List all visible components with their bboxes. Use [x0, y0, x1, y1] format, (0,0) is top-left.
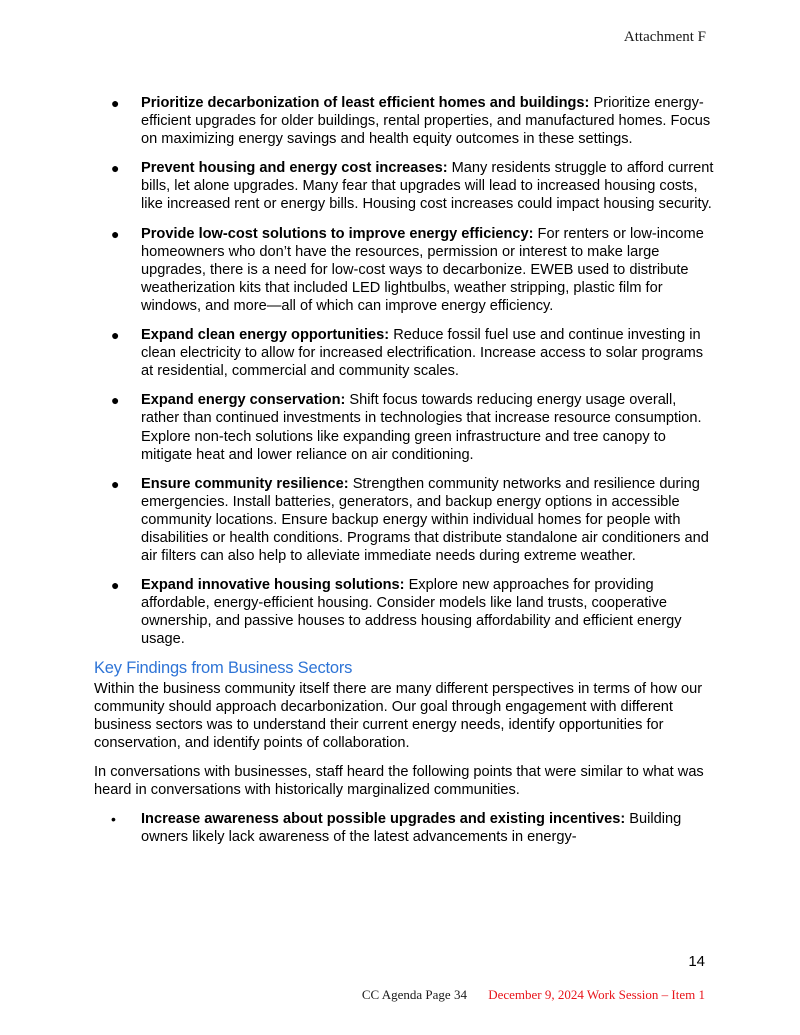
page-number: 14	[688, 953, 705, 970]
item-title: Prioritize decarbonization of least efficient homes and buildings:	[141, 95, 590, 111]
item-title: Prevent housing and energy cost increases:	[141, 160, 448, 177]
list-item	[94, 159, 714, 213]
item-text: For renters or low-income homeowners who don’t have the resources, permission or interest to make large upgrades, there is a need for low-cost ways to decarbonize. EWEB used to distribute weatherization kits that included LED lightbulbs, weather stripping, plastic film for windows, and more—all of which can improve energy efficiency.	[141, 225, 704, 314]
section-heading: Key Findings from Business Sectors	[94, 658, 353, 677]
bullet-icon: ●	[111, 327, 120, 344]
list-item	[94, 326, 714, 380]
bullet-icon: ●	[111, 392, 120, 409]
list-item	[94, 576, 714, 648]
list-item	[94, 391, 714, 463]
list-item	[94, 810, 714, 846]
list-item	[94, 475, 714, 565]
work-session-label: December 9, 2024 Work Session – Item 1	[488, 987, 705, 1002]
agenda-page-label: CC Agenda Page 34	[361, 987, 467, 1002]
bullet-icon: ●	[111, 475, 120, 492]
recommendations-list	[94, 94, 714, 649]
item-title: Increase awareness about possible upgrades and existing incentives:	[141, 811, 626, 828]
list-item	[94, 94, 714, 148]
attachment-label: Attachment F	[623, 29, 706, 45]
page-body	[94, 94, 714, 857]
item-title: Expand innovative housing solutions:	[141, 577, 405, 594]
business-findings-list	[94, 810, 714, 846]
bullet-icon: ●	[111, 577, 120, 594]
item-text: Strengthen community networks and resilience during emergencies. Install batteries, generators, and backup energy options in accessible community locations. Ensure backup energy within individual homes for people with disabilities or health conditions. Programs that distribute standalone air conditioners and air filters can also help to alleviate immediate needs during extreme weather.	[141, 475, 709, 565]
paragraph: In conversations with businesses, staff heard the following points that were similar to what was heard in conversations with historically marginalized communities.	[94, 763, 704, 798]
bullet-icon: ●	[111, 225, 120, 242]
item-title: Expand clean energy opportunities:	[141, 327, 390, 344]
list-item	[94, 225, 714, 315]
footer	[362, 987, 705, 1003]
item-text: Prioritize energy-efficient upgrades for older buildings, rental properties, and manufactured homes. Focus on maximizing energy savings and health equity outcomes in these settings.	[141, 95, 711, 148]
item-text: Many residents struggle to afford current bills, let alone upgrades. Many fear that upgrades will lead to increased housing costs, like increased rent or energy bills. Housing cost increases could impact housing security.	[141, 160, 714, 213]
item-text: Reduce fossil fuel use and continue investing in clean electricity to allow for increased electrification. Increase access to solar programs at residential, commercial and community scales.	[141, 327, 704, 380]
bullet-icon: ●	[111, 160, 120, 177]
paragraph: Within the business community itself there are many different perspectives in terms of how our community should approach decarbonization. Our goal through engagement with different business sectors was to understand their current energy needs, identify opportunities for conservation, and identify points of collaboration.	[94, 680, 703, 751]
item-text: Shift focus towards reducing energy usage overall, rather than continued investments in technologies that increase resource consumption. Explore non-tech solutions like expanding green infrastructure and tree canopy to mitigate heat and lower reliance on air conditioning.	[141, 392, 702, 463]
item-text: Building owners likely lack awareness of the latest advancements in energy-	[141, 811, 682, 846]
item-title: Provide low-cost solutions to improve energy efficiency:	[141, 225, 534, 242]
item-title: Ensure community resilience:	[141, 475, 349, 492]
item-title: Expand energy conservation:	[141, 392, 346, 409]
item-text: Explore new approaches for providing affordable, energy-efficient housing. Consider models like land trusts, cooperative ownership, and passive houses to address housing affordability and efficient energy usage.	[141, 577, 682, 648]
bullet-icon: •	[111, 811, 116, 828]
bullet-icon: ●	[111, 95, 120, 111]
